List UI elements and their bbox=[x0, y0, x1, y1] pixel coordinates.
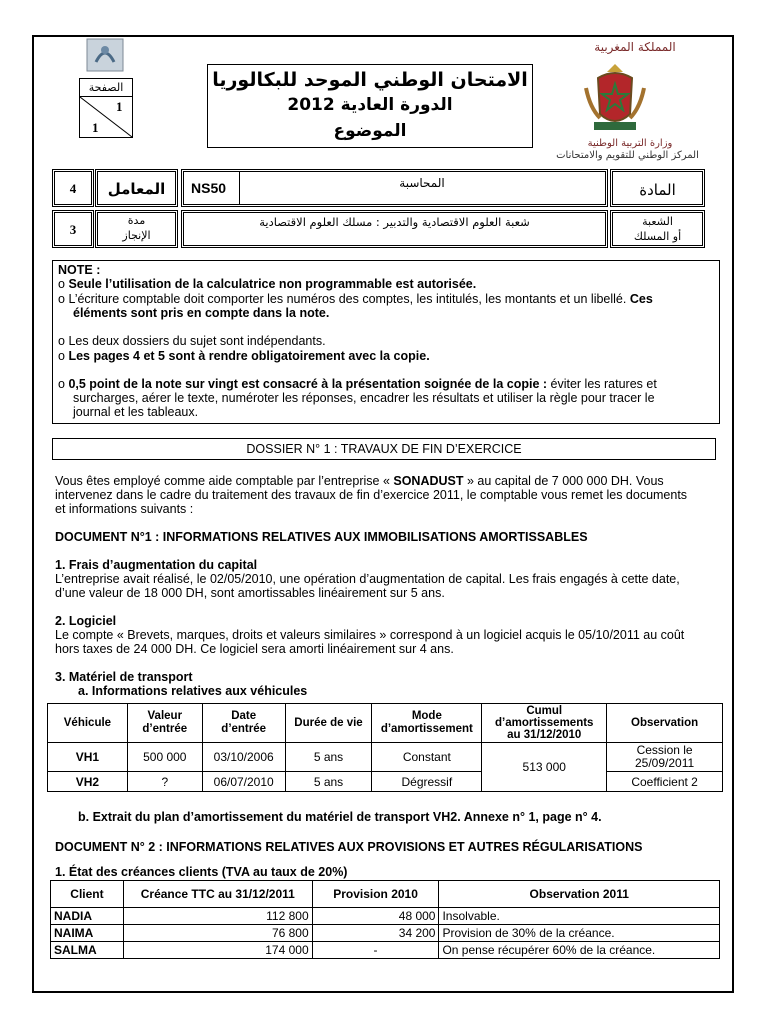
coat-of-arms-icon bbox=[582, 58, 648, 136]
section1-line2: d’une valeur de 18 000 DH, sont amortissables linéairement sur 5 ans. bbox=[55, 586, 445, 600]
vehicles-header-cell: Véhicule bbox=[48, 704, 128, 743]
note-item-entries-cont: éléments sont pris en compte dans la note. bbox=[73, 306, 330, 320]
exam-center-logo bbox=[86, 38, 124, 72]
note-item-entries: L’écriture comptable doit comporter les numéros des comptes, les intitulés, les montants et un libellé. bbox=[68, 292, 627, 306]
client-observation: On pense récupérer 60% de la créance. bbox=[439, 942, 720, 959]
section3-title: 3. Matériel de transport bbox=[55, 670, 193, 684]
vehicles-header-cell: Valeur d’entrée bbox=[127, 704, 202, 743]
client-observation: Provision de 30% de la créance. bbox=[439, 925, 720, 942]
section2-line1: Le compte « Brevets, marques, droits et valeurs similaires » correspond à un logiciel acquis le 05/10/2011 au coût bbox=[55, 628, 685, 642]
clients-header-row bbox=[51, 881, 720, 908]
vehicles-header-cell: Date d’entrée bbox=[202, 704, 285, 743]
subject-label-box bbox=[610, 169, 705, 207]
dossier-title: DOSSIER N° 1 : TRAVAUX DE FIN D’EXERCICE bbox=[246, 442, 522, 456]
page-label: الصفحة bbox=[88, 81, 124, 94]
vehicles-header-cell: Observation bbox=[607, 704, 723, 743]
exam-title-box bbox=[207, 64, 533, 148]
vehicles-header-row bbox=[48, 704, 723, 743]
note-item-calculator: Seule l’utilisation de la calculatrice non programmable est autorisée. bbox=[68, 277, 477, 291]
vehicle-value: ? bbox=[127, 772, 202, 792]
intro-line1-cont: » au capital de 7 000 000 DH. Vous bbox=[463, 474, 664, 488]
branch-label-box bbox=[610, 210, 705, 248]
subject-box bbox=[181, 169, 608, 207]
doc2-section1-title: 1. État des créances clients (TVA au taux de 20%) bbox=[55, 865, 348, 879]
clients-header-cell: Créance TTC au 31/12/2011 bbox=[123, 881, 312, 908]
note-item-presentation-line2: surcharges, aérer le texte, numéroter les réponses, encadrer les résultats et utiliser la règle pour tracer le bbox=[73, 391, 655, 405]
note-title: NOTE : bbox=[58, 263, 101, 277]
intro-line2: intervenez dans le cadre du traitement des travaux de fin d’exercice 2011, le comptable vous remet les documents bbox=[55, 488, 688, 502]
branch-label-line2: أو المسلك bbox=[633, 230, 682, 243]
section3-sub-b: b. Extrait du plan d’amortissement du matériel de transport VH2. Annexe n° 1, page n° 4. bbox=[78, 810, 602, 824]
duration-label-line2: الإنجاز bbox=[122, 229, 151, 242]
clients-table bbox=[50, 880, 720, 959]
client-name: NADIA bbox=[51, 908, 124, 925]
vehicles-header-cell: Cumul d’amortissements au 31/12/2010 bbox=[482, 704, 607, 743]
vehicles-header-cell: Durée de vie bbox=[285, 704, 372, 743]
exam-title: الامتحان الوطني الموحد للبكالوريا bbox=[212, 69, 528, 91]
duration-value: 3 bbox=[69, 222, 77, 237]
vehicle-value: 500 000 bbox=[127, 743, 202, 772]
table-row bbox=[51, 942, 720, 959]
exam-session: الدورة العادية 2012 bbox=[287, 95, 453, 115]
vehicle-id: VH2 bbox=[48, 772, 128, 792]
page-number: 1 bbox=[116, 99, 123, 114]
exam-subject-label: الموضوع bbox=[333, 121, 407, 141]
note-item-presentation: 0,5 point de la note sur vingt est consacré à la présentation soignée de la copie : bbox=[68, 377, 548, 391]
note-item-pages: Les pages 4 et 5 sont à rendre obligatoirement avec la copie. bbox=[68, 349, 430, 363]
vehicle-mode: Dégressif bbox=[372, 772, 482, 792]
subject-code: NS50 bbox=[191, 180, 227, 196]
note-item-entries-bold: Ces bbox=[629, 292, 653, 306]
branch-box bbox=[181, 210, 608, 248]
vehicle-life: 5 ans bbox=[285, 772, 372, 792]
section1-title: 1. Frais d’augmentation du capital bbox=[55, 558, 258, 572]
vehicle-date: 03/10/2006 bbox=[202, 743, 285, 772]
client-provision: 34 200 bbox=[312, 925, 439, 942]
vehicle-life: 5 ans bbox=[285, 743, 372, 772]
table-row bbox=[48, 743, 723, 772]
subject-name: المحاسبة bbox=[399, 176, 445, 190]
intro-line1: Vous êtes employé comme aide comptable par l’entreprise « bbox=[55, 474, 394, 488]
client-provision: - bbox=[312, 942, 439, 959]
branch-label-line1: الشعبة bbox=[642, 215, 673, 228]
note-box: NOTE : o Seule l’utilisation de la calculatrice non programmable est autorisée. o L’écriture comptable doit comporter les numéros des comptes, les intitulés, les montants et un libellé. Ces éléments sont pris en compte dans la note. o Les deux dossiers du sujet sont indépendants. o Les pages 4 et 5 sont à rendre obligatoirement avec la copie. o 0,5 point de la note sur vingt est consacré à la présentation soignée de la copie : éviter les ratures et surcharges, aérer le texte, numéroter les réponses, encadrer les résultats et utiliser la règle pour tracer le journal et les tableaux. bbox=[52, 260, 720, 424]
note-item-presentation-line3: journal et les tableaux. bbox=[73, 405, 199, 419]
vehicles-header-cell: Mode d’amortissement bbox=[372, 704, 482, 743]
page-number-box bbox=[79, 78, 133, 138]
client-receivable: 76 800 bbox=[123, 925, 312, 942]
branch-name: شعبة العلوم الاقتصادية والتدبير : مسلك العلوم الاقتصادية bbox=[259, 215, 530, 229]
document1-title: DOCUMENT N°1 : INFORMATIONS RELATIVES AUX IMMOBILISATIONS AMORTISSABLES bbox=[55, 530, 588, 544]
subject-label: المادة bbox=[639, 181, 676, 199]
client-receivable: 174 000 bbox=[123, 942, 312, 959]
duration-label-box bbox=[95, 210, 178, 248]
section2-title: 2. Logiciel bbox=[55, 614, 117, 628]
table-row bbox=[48, 772, 723, 792]
document2-title: DOCUMENT N° 2 : INFORMATIONS RELATIVES AUX PROVISIONS ET AUTRES RÉGULARISATIONS bbox=[55, 840, 643, 854]
client-name: NAIMA bbox=[51, 925, 124, 942]
client-name: SALMA bbox=[51, 942, 124, 959]
clients-header-cell: Provision 2010 bbox=[312, 881, 439, 908]
coefficient-label: المعامل bbox=[107, 180, 166, 198]
vehicles-table bbox=[47, 703, 723, 792]
duration-label-line1: مدة bbox=[127, 214, 146, 227]
note-item-independent: Les deux dossiers du sujet sont indépendants. bbox=[68, 334, 326, 348]
company-name: SONADUST bbox=[393, 474, 464, 488]
kingdom-label: المملكة المغربية bbox=[594, 40, 676, 54]
coefficient-value-box bbox=[52, 169, 94, 207]
table-row bbox=[51, 925, 720, 942]
vehicle-observation: Cession le 25/09/2011 bbox=[607, 743, 723, 772]
table-row bbox=[51, 908, 720, 925]
coefficient-label-box bbox=[95, 169, 178, 207]
section2-line2: hors taxes de 24 000 DH. Ce logiciel sera amorti linéairement sur 4 ans. bbox=[55, 642, 454, 656]
note-item-presentation-cont: éviter les ratures et bbox=[547, 377, 657, 391]
vehicle-id: VH1 bbox=[48, 743, 128, 772]
intro-line3: et informations suivants : bbox=[55, 502, 194, 516]
dossier-title-box bbox=[52, 438, 716, 460]
coefficient-value: 4 bbox=[69, 181, 77, 196]
client-provision: 48 000 bbox=[312, 908, 439, 925]
vehicle-cumul: 513 000 bbox=[482, 743, 607, 792]
page-total: 1 bbox=[92, 120, 99, 135]
vehicle-mode: Constant bbox=[372, 743, 482, 772]
client-receivable: 112 800 bbox=[123, 908, 312, 925]
section1-line1: L’entreprise avait réalisé, le 02/05/2010, une opération d’augmentation de capital. Les frais engagés à cette date, bbox=[55, 572, 680, 586]
vehicle-date: 06/07/2010 bbox=[202, 772, 285, 792]
duration-value-box bbox=[52, 210, 94, 248]
exam-center-label: المركز الوطني للتقويم والامتحانات bbox=[556, 150, 699, 161]
vehicle-observation: Coefficient 2 bbox=[607, 772, 723, 792]
clients-header-cell: Observation 2011 bbox=[439, 881, 720, 908]
ministry-label: وزارة التربية الوطنية bbox=[587, 138, 673, 149]
clients-header-cell: Client bbox=[51, 881, 124, 908]
client-observation: Insolvable. bbox=[439, 908, 720, 925]
section3-sub-a: a. Informations relatives aux véhicules bbox=[78, 684, 308, 698]
